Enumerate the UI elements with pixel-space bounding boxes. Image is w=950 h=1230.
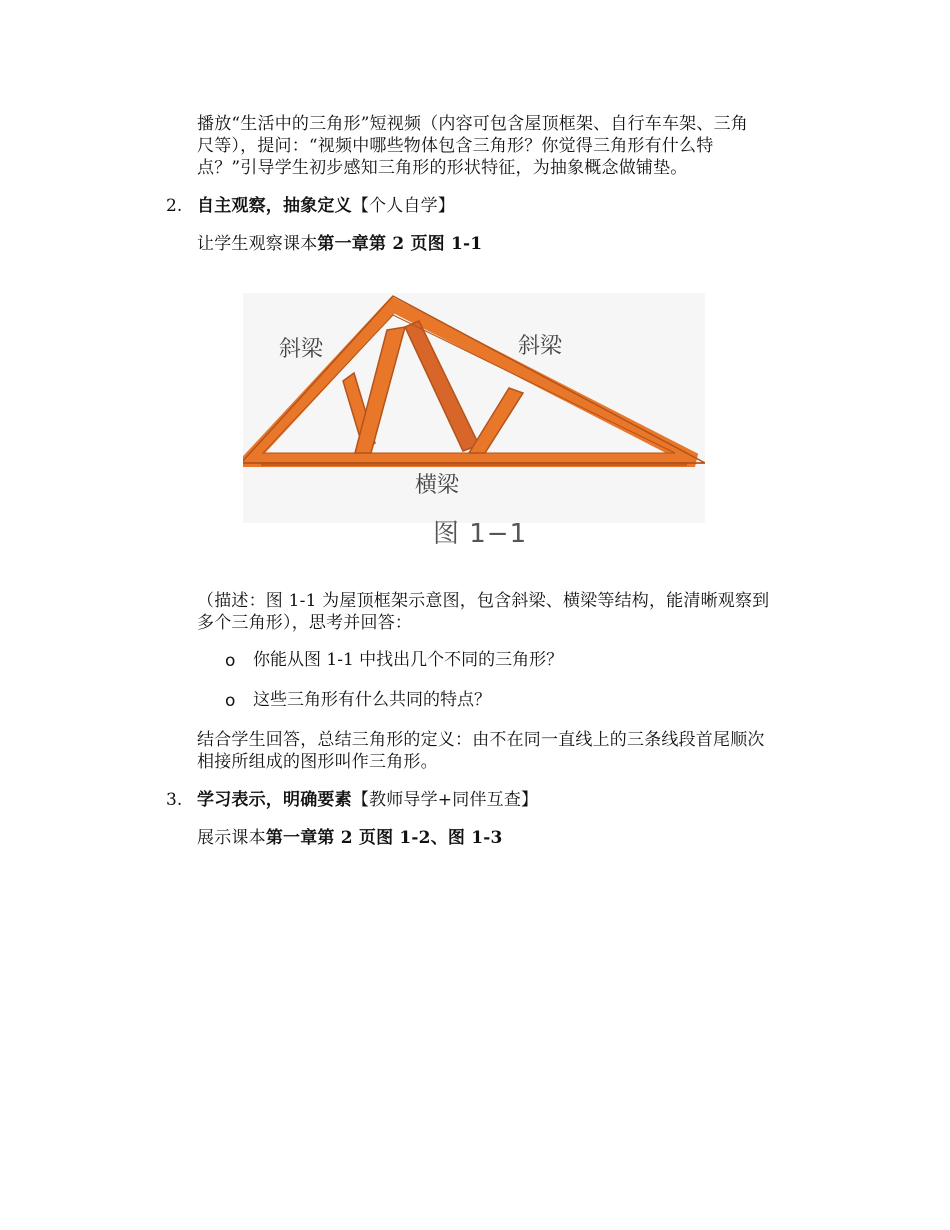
step-3-tag: 【教师导学+同伴互查】 xyxy=(351,790,539,810)
step-3-instruction xyxy=(197,827,817,849)
bullet-marker-1: o xyxy=(225,651,236,671)
description-line-1: （描述：图 1-1 为屋顶框架示意图，包含斜梁、横梁等结构，能清晰观察到 xyxy=(197,591,770,611)
definition-paragraph xyxy=(197,729,817,773)
step-2-instruction xyxy=(197,233,817,255)
intro-line-1: 播放“生活中的三角形”短视频（内容可包含屋顶框架、自行车车架、三角 xyxy=(197,114,748,134)
step-2-instruction-reference: 第一章第 2 页图 1-1 xyxy=(317,234,483,254)
step-3-instruction-prefix: 展示课本 xyxy=(197,828,266,848)
label-tie-beam: 横梁 xyxy=(415,473,460,498)
intro-line-2: 尺等），提问：“视频中哪些物体包含三角形？你觉得三角形有什么特 xyxy=(197,136,714,156)
figure-background xyxy=(243,293,705,523)
step-2-number: 2. xyxy=(166,196,183,216)
step-2-tag: 【个人自学】 xyxy=(351,196,456,216)
figure-caption: 图 1−1 xyxy=(433,519,528,549)
step-3-title: 学习表示，明确要素 xyxy=(197,790,352,810)
figure-description xyxy=(197,590,817,634)
step-2-heading xyxy=(197,195,817,217)
label-left-rafter: 斜梁 xyxy=(279,337,324,362)
definition-line-2: 相接所组成的图形叫作三角形。 xyxy=(197,752,438,772)
label-right-rafter: 斜梁 xyxy=(518,334,563,359)
step-2-instruction-prefix: 让学生观察课本 xyxy=(197,234,318,254)
definition-line-1: 结合学生回答，总结三角形的定义：由不在同一直线上的三条线段首尾顺次 xyxy=(197,730,765,750)
question-2: 这些三角形有什么共同的特点？ xyxy=(253,690,491,710)
intro-line-3: 点？”引导学生初步感知三角形的形状特征，为抽象概念做铺垫。 xyxy=(197,158,688,178)
question-1: 你能从图 1-1 中找出几个不同的三角形？ xyxy=(253,650,564,670)
step-3-instruction-reference: 第一章第 2 页图 1-2、图 1-3 xyxy=(265,828,503,848)
step-2-title: 自主观察，抽象定义 xyxy=(197,196,352,216)
bullet-marker-2: o xyxy=(225,691,236,711)
step-3-number: 3. xyxy=(166,790,183,810)
roof-truss-figure xyxy=(243,293,705,523)
description-line-2: 多个三角形），思考并回答： xyxy=(197,613,413,633)
step-3-heading xyxy=(197,789,817,811)
intro-paragraph xyxy=(197,113,817,179)
